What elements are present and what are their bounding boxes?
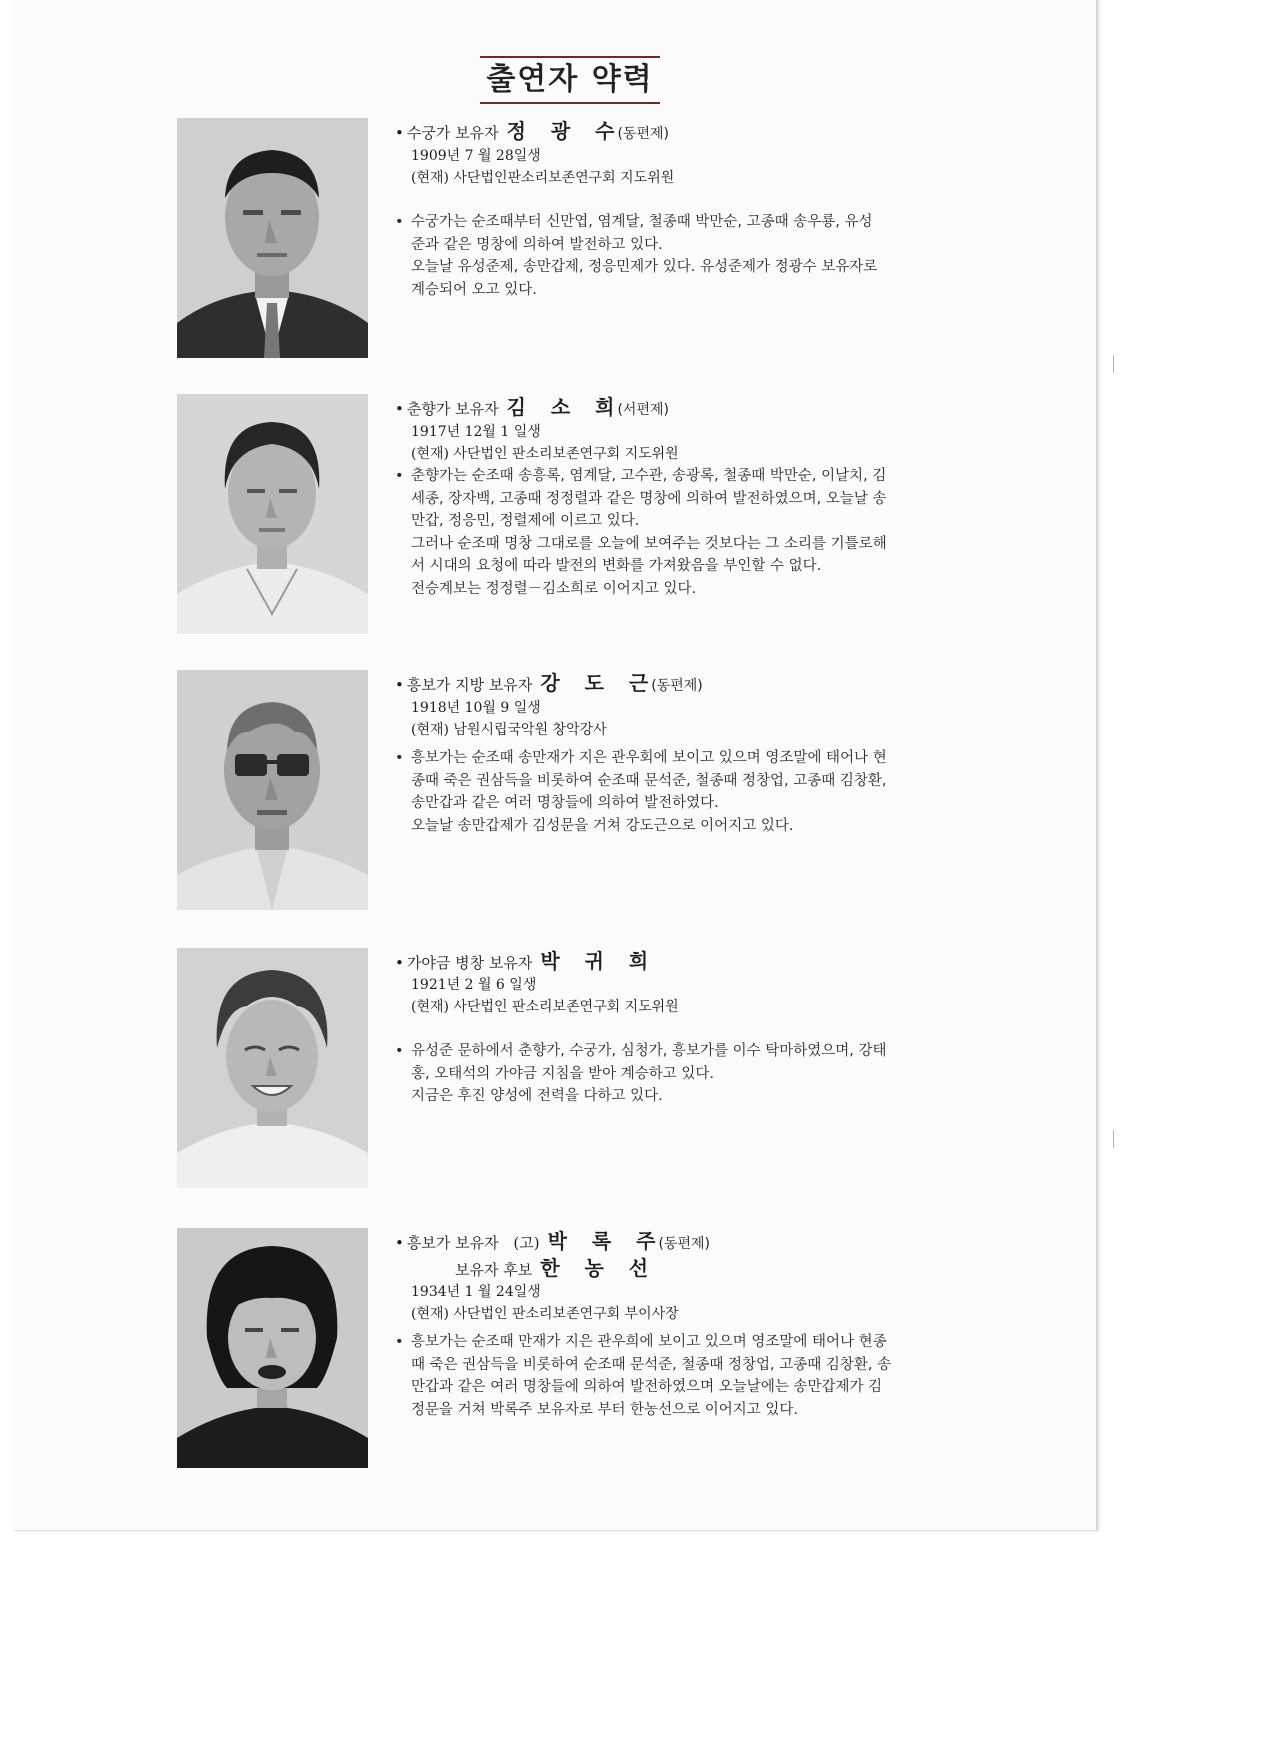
description-line: 계승되어 오고 있다. <box>411 281 537 298</box>
performer-position-4: (현재) 사단법인 판소리보존연구회 지도위원 <box>411 999 679 1015</box>
description-line: 지금은 후진 양성에 전력을 다하고 있다. <box>411 1088 663 1104</box>
description-line: 수궁가는 순조때부터 신만엽, 염계달, 철종때 박만순, 고종때 송우룡, 유성 <box>411 214 873 230</box>
performer-prefix-5: (고) <box>513 1234 540 1252</box>
performer-style-3: (동편제) <box>651 678 703 694</box>
description-line: 만갑과 같은 여러 명창들에 의하여 발전하였으며 오늘날에는 송만갑제가 김 <box>411 1379 883 1395</box>
staple-mark <box>1113 355 1126 373</box>
description-line: 유성준 문하에서 춘향가, 수궁가, 심청가, 흥보가를 이수 탁마하였으며, 강태 <box>411 1043 887 1059</box>
page-title: 출연자 약력 <box>486 62 654 97</box>
performer-role-5: 흥보가 보유자 <box>406 1234 499 1252</box>
performer-style-1: (동편제) <box>617 126 669 142</box>
performer-subheading-5 <box>395 1257 1001 1281</box>
performer-role-4: 가야금 병창 보유자 <box>406 954 533 972</box>
page-header <box>480 56 660 104</box>
performer-photo-3 <box>177 670 368 910</box>
performer-heading-5: • 흥보가 보유자 (고) 박 록 주(동편제) <box>395 1229 710 1253</box>
performer-name-5: 박 록 주 <box>547 1229 665 1253</box>
performer-sub-name-5: 한 농 선 <box>540 1256 658 1280</box>
portrait-woman-dark-hair-icon <box>177 1228 368 1468</box>
description-line: 정문을 거쳐 박록주 보유자로 부터 한농선으로 이어지고 있다. <box>411 1401 799 1418</box>
title-rule-bottom <box>480 102 660 104</box>
portrait-smiling-woman-icon <box>177 948 368 1188</box>
performer-heading-2: • 춘향가 보유자 김 소 희(서편제) <box>395 395 669 419</box>
description-line: 오늘날 유성준제, 송만갑제, 정응민제가 있다. 유성준제가 정광수 보유자로 <box>411 259 878 275</box>
portrait-woman-hanbok-icon <box>177 394 368 634</box>
performer-birth-1: 1909년 7 월 28일생 <box>411 148 541 164</box>
description-line: 홍, 오태석의 가야금 지침을 받아 계승하고 있다. <box>411 1065 715 1082</box>
performer-position-5: (현재) 사단법인 판소리보존연구회 부이사장 <box>411 1306 679 1322</box>
staple-mark <box>1113 1130 1126 1148</box>
description-line: 그러나 순조때 명창 그대로를 오늘에 보여주는 것보다는 그 소리를 기틀로해 <box>411 535 887 552</box>
performer-position-2: (현재) 사단법인 판소리보존연구회 지도위원 <box>411 446 679 462</box>
program-page <box>14 0 1098 1531</box>
performer-birth-4: 1921년 2 월 6 일생 <box>411 977 537 993</box>
description-line: 흥보가는 순조때 만재가 지은 관우희에 보이고 있으며 영조말에 태어나 현종 <box>411 1334 887 1350</box>
portrait-elderly-man-suit-icon <box>177 118 368 358</box>
description-line: 춘향가는 순조때 송흥록, 염계달, 고수관, 송광록, 철종때 박만순, 이날치, 김 <box>411 468 887 484</box>
performer-name-4: 박 귀 희 <box>540 949 658 973</box>
performer-birth-2: 1917년 12월 1 일생 <box>411 424 541 440</box>
performer-birth-3: 1918년 10월 9 일생 <box>411 700 541 716</box>
performer-sub-role-5: 보유자 후보 <box>455 1261 533 1279</box>
description-line: 송만갑과 같은 여러 명창들에 의하여 발전하였다. <box>411 795 719 811</box>
performer-photo-4 <box>177 948 368 1188</box>
performer-heading-4: • 가야금 병창 보유자 박 귀 희 <box>395 949 658 973</box>
description-line: 서 시대의 요청에 따라 발전의 변화를 가져왔음을 부인할 수 없다. <box>411 558 822 574</box>
performer-name-3: 강 도 근 <box>540 671 658 695</box>
performer-style-5: (동편제) <box>658 1236 710 1252</box>
description-line: 전승계보는 정정렬－김소희로 이어지고 있다. <box>411 580 697 597</box>
performer-photo-2 <box>177 394 368 634</box>
performer-description-3: • 흥보가는 순조때 송만재가 지은 관우회에 보이고 있으며 영조말에 태어나 현 종때 죽은 권삼득을 비롯하여 순조때 문석준, 철종때 정창업, 고종때 김창환, 송만갑과 같은 여러 명창들에 의하여 발전하였다. 오늘날 송만갑제가 김성문을 거쳐 강도근으로 이어지고 있다. <box>395 747 1001 837</box>
description-line: 오늘날 송만갑제가 김성문을 거쳐 강도근으로 이어지고 있다. <box>411 817 794 834</box>
performer-description-1: • 수궁가는 순조때부터 신만엽, 염계달, 철종때 박만순, 고종때 송우룡, 유성 준과 같은 명창에 의하여 발전하고 있다. 오늘날 유성준제, 송만갑제, 정응민제가 있다. 유성준제가 정광수 보유자로 계승되어 오고 있다. <box>395 211 1001 301</box>
performer-name-2: 김 소 희 <box>506 395 624 419</box>
performer-description-4: • 유성준 문하에서 춘향가, 수궁가, 심청가, 흥보가를 이수 탁마하였으며, 강태 홍, 오태석의 가야금 지침을 받아 계승하고 있다. 지금은 후진 양성에 전력을 다하고 있다. <box>395 1040 1001 1108</box>
performer-role-2: 춘향가 보유자 <box>406 400 499 418</box>
performer-position-3: (현재) 남원시립국악원 창악강사 <box>411 722 607 738</box>
performer-style-2: (서편제) <box>617 402 669 418</box>
performer-position-1: (현재) 사단법인판소리보존연구회 지도위원 <box>411 170 675 186</box>
description-line: 흥보가는 순조때 송만재가 지은 관우회에 보이고 있으며 영조말에 태어나 현 <box>411 750 887 766</box>
description-line: 만갑, 정응민, 정렬제에 이르고 있다. <box>411 513 640 529</box>
description-line: 세종, 장자백, 고종때 정정렬과 같은 명창에 의하여 발전하였으며, 오늘날 송 <box>411 490 887 507</box>
performer-photo-5 <box>177 1228 368 1468</box>
description-line: 종때 죽은 권삼득을 비롯하여 순조때 문석준, 철종때 정창업, 고종때 김창환, <box>411 772 887 789</box>
description-line: 때 죽은 권삼득을 비롯하여 순조때 문석준, 철종때 정창업, 고종때 김창환, 송 <box>411 1356 892 1373</box>
performer-photo-1 <box>177 118 368 358</box>
performer-role-1: 수궁가 보유자 <box>406 124 499 142</box>
performer-description-5: • 흥보가는 순조때 만재가 지은 관우희에 보이고 있으며 영조말에 태어나 현종 때 죽은 권삼득을 비롯하여 순조때 문석준, 철종때 정창업, 고종때 김창환, 송 만갑과 같은 여러 명창들에 의하여 발전하였으며 오늘날에는 송만갑제가 김 정문을 거쳐 박록주 보유자로 부터 한농선으로 이어지고 있다. <box>395 1331 1001 1421</box>
description-line: 준과 같은 명창에 의하여 발전하고 있다. <box>411 236 663 253</box>
performer-description-2: • 춘향가는 순조때 송흥록, 염계달, 고수관, 송광록, 철종때 박만순, 이날치, 김 세종, 장자백, 고종때 정정렬과 같은 명창에 의하여 발전하였으며, 오늘날 송 만갑, 정응민, 정렬제에 이르고 있다. 그러나 순조때 명창 그대로를 오늘에 보여주는 것보다는 그 소리를 기틀로해 서 시대의 요청에 따라 발전의 변화를 가져왔음을 부인할 수 없다. 전승계보는 정정렬－김소희로 이어지고 있다. <box>395 465 1001 600</box>
portrait-man-glasses-icon <box>177 670 368 910</box>
performer-birth-5: 1934년 1 월 24일생 <box>411 1284 541 1300</box>
performer-heading-1: • 수궁가 보유자 정 광 수(동편제) <box>395 119 669 143</box>
performer-heading-3: • 흥보가 지방 보유자 강 도 근(동편제) <box>395 671 703 695</box>
performer-role-3: 흥보가 지방 보유자 <box>406 676 533 694</box>
performer-name-1: 정 광 수 <box>506 119 624 143</box>
